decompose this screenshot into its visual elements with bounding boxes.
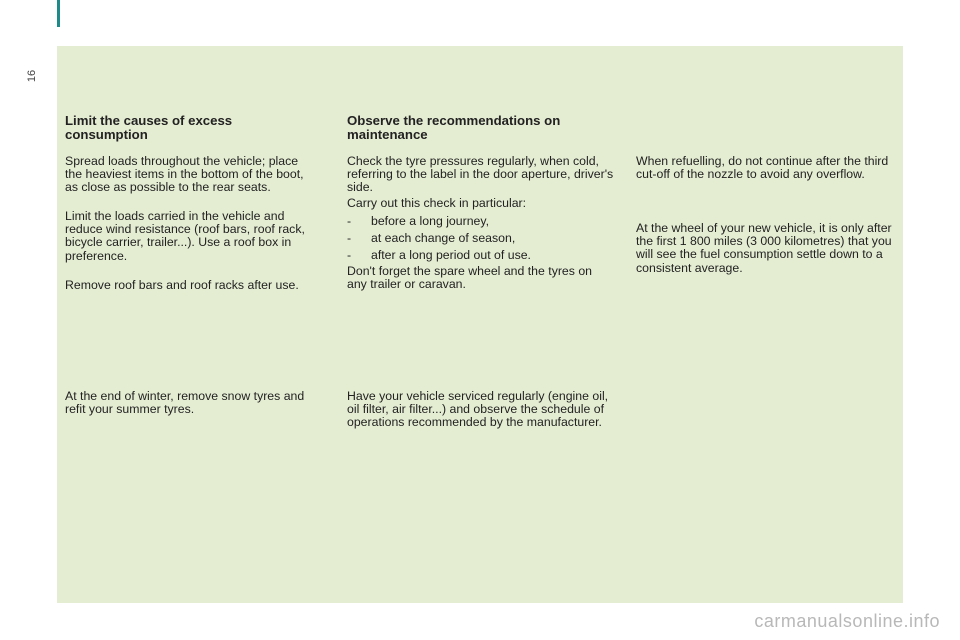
col3-para-new-vehicle: At the wheel of your new vehicle, it is only after the first 1 800 miles (3 000 kilometres) that you will see the fuel consumption settle down to a consistent average.: [636, 221, 892, 275]
bullet-dash: -: [347, 231, 352, 246]
content-panel: [57, 46, 903, 603]
heading-maintenance: Observe the recommendations on maintenance: [347, 113, 561, 142]
heading-excess-consumption: Limit the causes of excess consumption: [65, 113, 233, 142]
check-list: [347, 215, 615, 267]
col2-para-spare-wheel: Don't forget the spare wheel and the tyres on any trailer or caravan.: [347, 264, 593, 292]
col2-para-tyre-pressures: Check the tyre pressures regularly, when cold, referring to the label in the door aperture, driver's side.: [347, 154, 614, 195]
page-number: 16: [26, 69, 38, 83]
bullet-dash: -: [347, 214, 352, 228]
col2-para-servicing: Have your vehicle serviced regularly (engine oil, oil filter, air filter...) and observe the schedule of operations recommended by the manufacturer.: [347, 389, 609, 430]
col2-para-check: Carry out this check in particular:: [347, 196, 527, 210]
col1-para-loads: Spread loads throughout the vehicle; place the heaviest items in the bottom of the boot, as close as possible to the rear seats.: [65, 154, 304, 195]
watermark: carmanualsonline.info: [754, 611, 940, 631]
list-item: - before a long journey,: [347, 214, 490, 228]
col1-para-winter-tyres: At the end of winter, remove snow tyres and refit your summer tyres.: [65, 389, 305, 417]
col1-para-wind-resistance: Limit the loads carried in the vehicle and reduce wind resistance (roof bars, roof rack, bicycle carrier, trailer...). Use a roof box in preference.: [65, 209, 305, 263]
list-item: - after a long period out of use.: [347, 248, 531, 263]
bullet-dash: -: [347, 248, 352, 263]
col3-para-refuelling: When refuelling, do not continue after the third cut-off of the nozzle to avoid any overflow.: [636, 154, 889, 182]
accent-bar: [57, 0, 60, 27]
list-item: - at each change of season,: [347, 231, 516, 246]
col1-para-roof-bars: Remove roof bars and roof racks after use.: [65, 278, 299, 292]
